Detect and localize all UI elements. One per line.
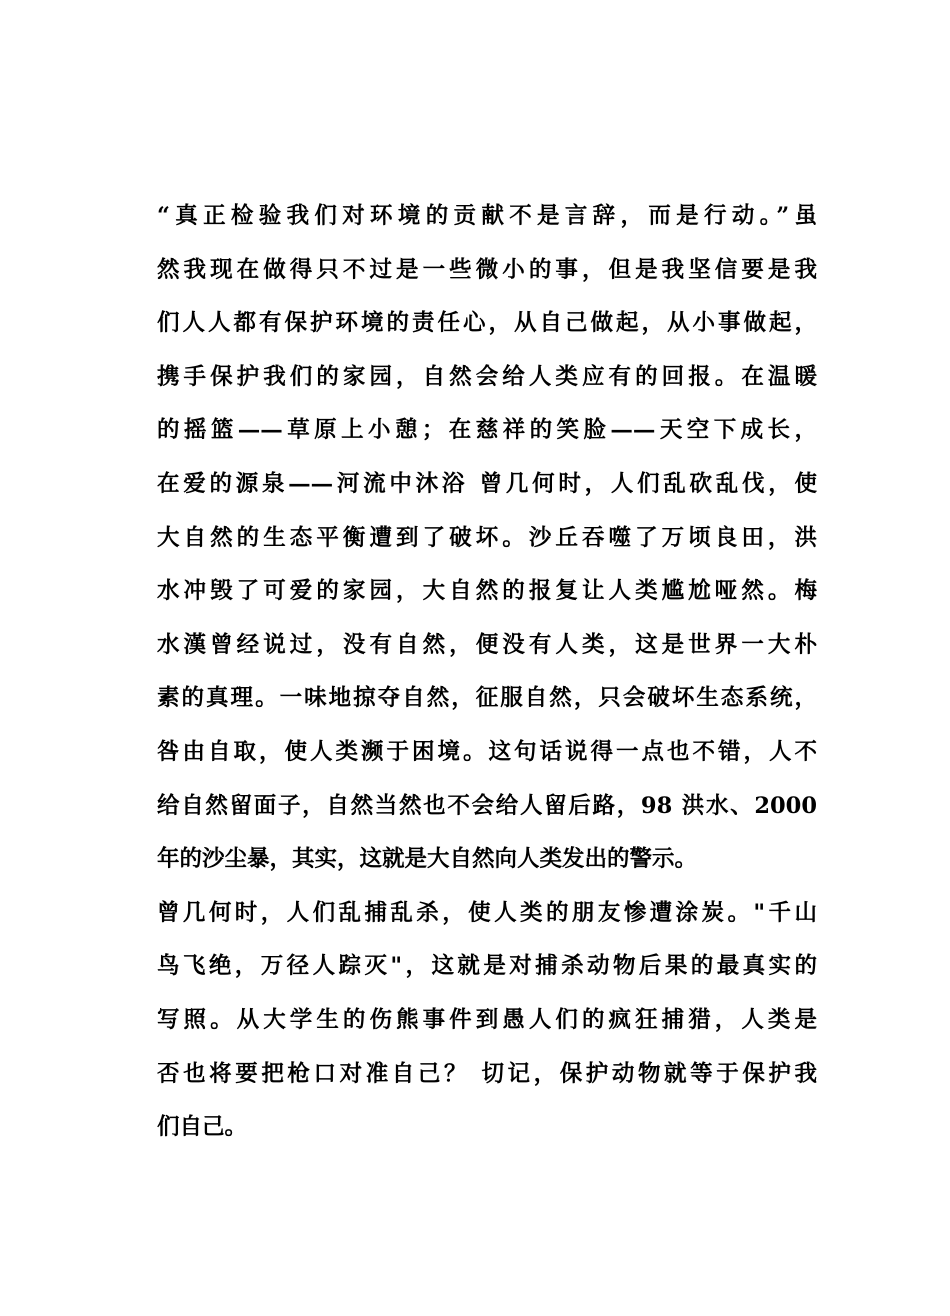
text-line-5: 的摇篮——草原上小憩；在慈祥的笑脸——天空下成长，	[157, 417, 817, 444]
text-line-3: 们人人都有保护环境的责任心，从自己做起，从小事做起，	[157, 310, 817, 337]
text-line-13: 年的沙尘暴，其实，这就是大自然向人类发出的警示。	[157, 846, 698, 873]
text-line-14: 曾几何时，人们乱捕乱杀，使人类的朋友惨遭涂炭。"千山	[157, 899, 817, 926]
text-line-17: 否也将要把枪口对准自己？ 切记，保护动物就等于保护我	[157, 1060, 817, 1087]
text-line-11: 咎由自取，使人类濒于困境。这句话说得一点也不错，人不	[157, 738, 817, 765]
text-line-8: 水冲毁了可爱的家园，大自然的报复让人类尴尬哑然。梅	[157, 578, 817, 605]
text-line-2: 然我现在做得只不过是一些微小的事，但是我坚信要是我	[157, 256, 817, 283]
essay-body	[157, 190, 817, 1155]
text-line-15: 鸟飞绝，万径人踪灭"，这就是对捕杀动物后果的最真实的	[157, 953, 817, 980]
text-line-10: 素的真理。一味地掠夺自然，征服自然，只会破坏生态系统，	[157, 685, 817, 712]
text-line-7: 大自然的生态平衡遭到了破坏。沙丘吞噬了万顷良田，洪	[157, 524, 817, 551]
text-line-6: 在爱的源泉——河流中沐浴 曾几何时，人们乱砍乱伐，使	[157, 470, 817, 497]
text-line-1: “真正检验我们对环境的贡献不是言辞，而是行动。”虽	[157, 203, 817, 229]
text-line-12: 给自然留面子，自然当然也不会给人留后路，98 洪水、2000	[157, 792, 817, 819]
text-line-4: 携手保护我们的家园，自然会给人类应有的回报。在温暖	[157, 363, 817, 390]
text-line-9: 水漢曾经说过，没有自然，便没有人类，这是世界一大朴	[157, 631, 817, 658]
text-line-16: 写照。从大学生的伤熊事件到愚人们的疯狂捕猎，人类是	[157, 1006, 817, 1033]
text-line-18: 们自己。	[157, 1114, 248, 1141]
